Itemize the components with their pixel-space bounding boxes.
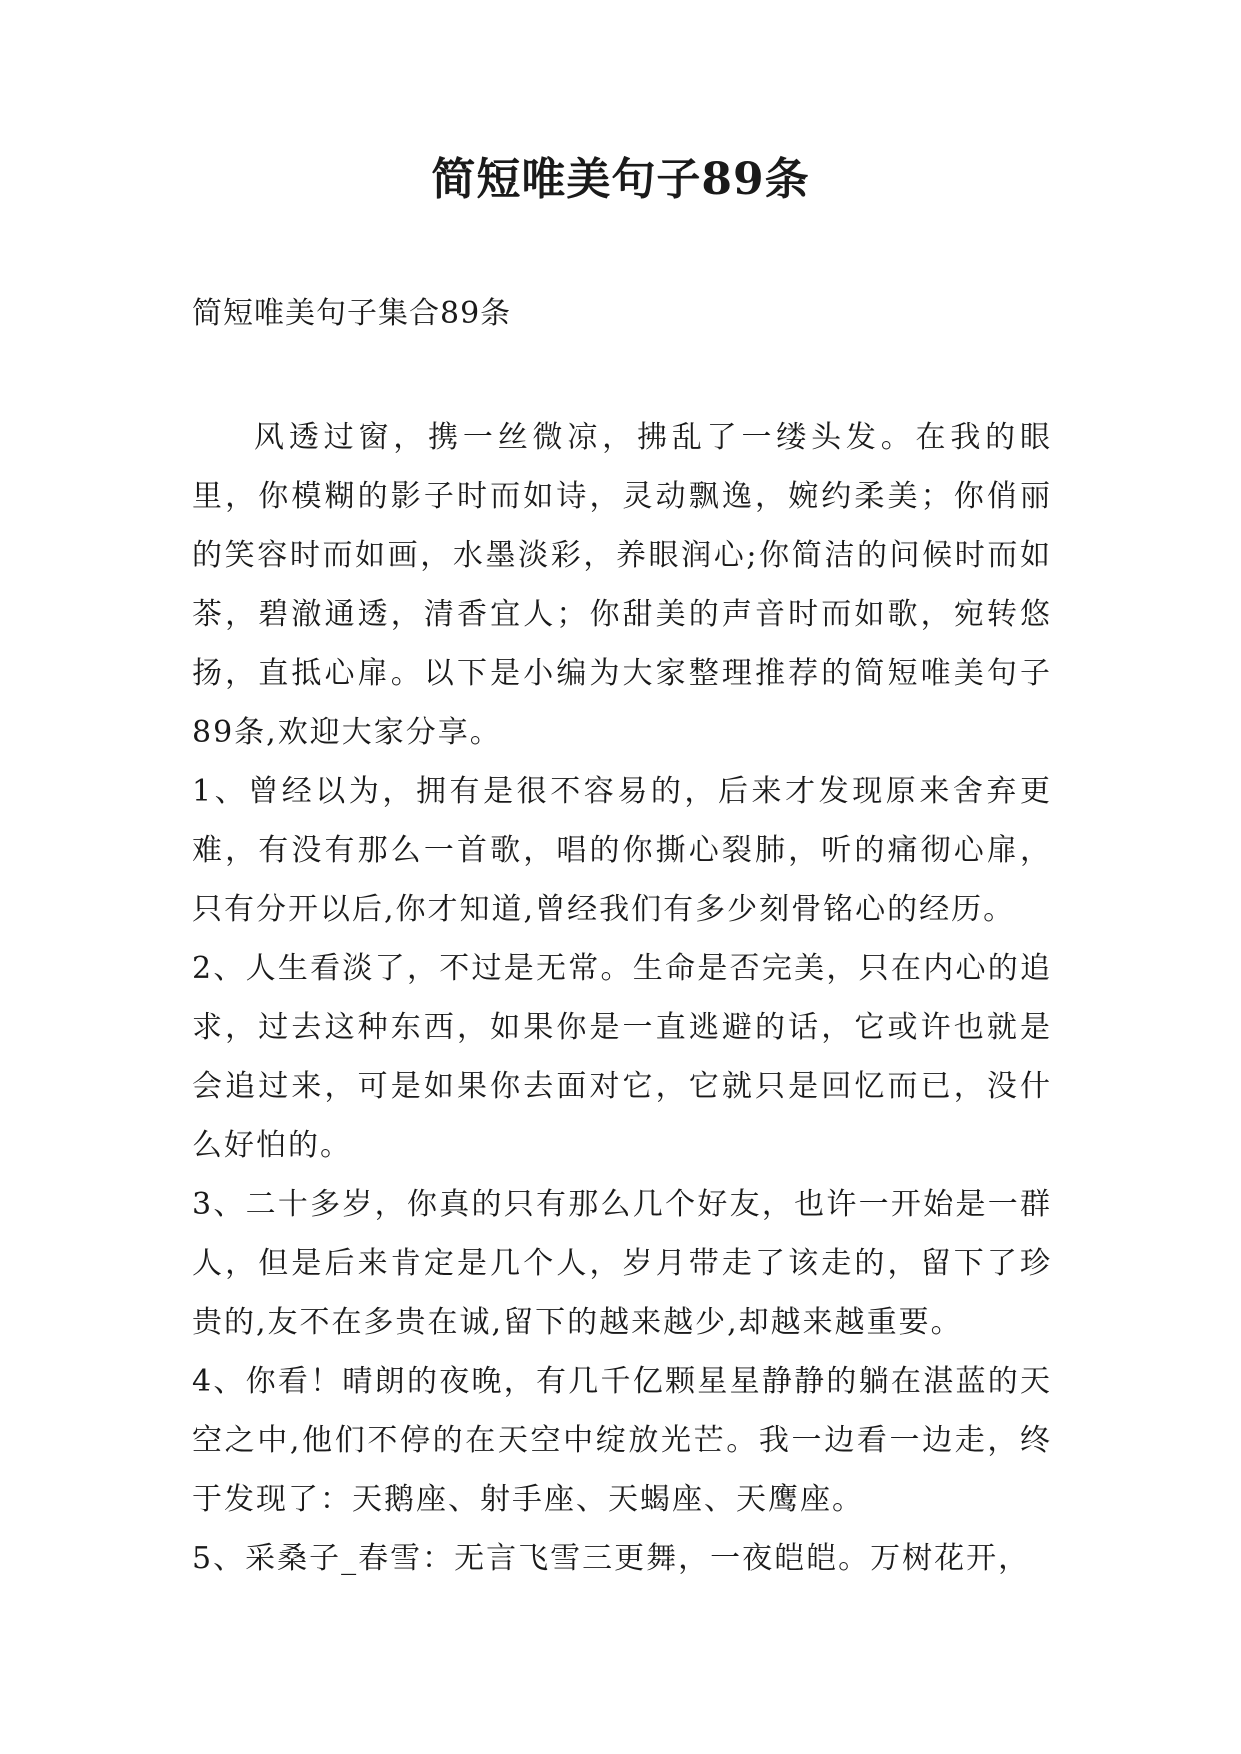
document-subtitle: 简短唯美句子集合89条 — [192, 296, 512, 331]
document-title: 简短唯美句子89条 — [431, 154, 810, 205]
list-item: 4、你看！晴朗的夜晚，有几千亿颗星星静静的躺在湛蓝的天空之中,他们不停的在天空中绽放光芒。我一边看一边走，终于发现了：天鹅座、射手座、天蝎座、天鹰座。 — [192, 1364, 1052, 1517]
list-item: 2、人生看淡了，不过是无常。生命是否完美，只在内心的追求，过去这种东西，如果你是一直逃避的话，它或许也就是会追过来，可是如果你去面对它，它就只是回忆而已，没什么好怕的。 — [192, 951, 1052, 1163]
list-item: 1、曾经以为，拥有是很不容易的，后来才发现原来舍弃更难，有没有那么一首歌，唱的你撕心裂肺，听的痛彻心扉，只有分开以后,你才知道,曾经我们有多少刻骨铭心的经历。 — [192, 774, 1052, 927]
list-item: 5、采桑子_春雪：无言飞雪三更舞，一夜皑皑。万树花开， — [192, 1541, 1031, 1576]
document-body — [192, 408, 1052, 1588]
list-item: 3、二十多岁，你真的只有那么几个好友，也许一开始是一群人，但是后来肯定是几个人，岁月带走了该走的，留下了珍贵的,友不在多贵在诚,留下的越来越少,却越来越重要。 — [192, 1187, 1052, 1340]
intro-paragraph: 风透过窗，携一丝微凉，拂乱了一缕头发。在我的眼里，你模糊的影子时而如诗，灵动飘逸，婉约柔美；你俏丽的笑容时而如画，水墨淡彩，养眼润心;你简洁的问候时而如茶，碧澈通透，清香宜人；你甜美的声音时而如歌，宛转悠扬，直抵心扉。以下是小编为大家整理推荐的简短唯美句子89条,欢迎大家分享。 — [192, 420, 1052, 750]
